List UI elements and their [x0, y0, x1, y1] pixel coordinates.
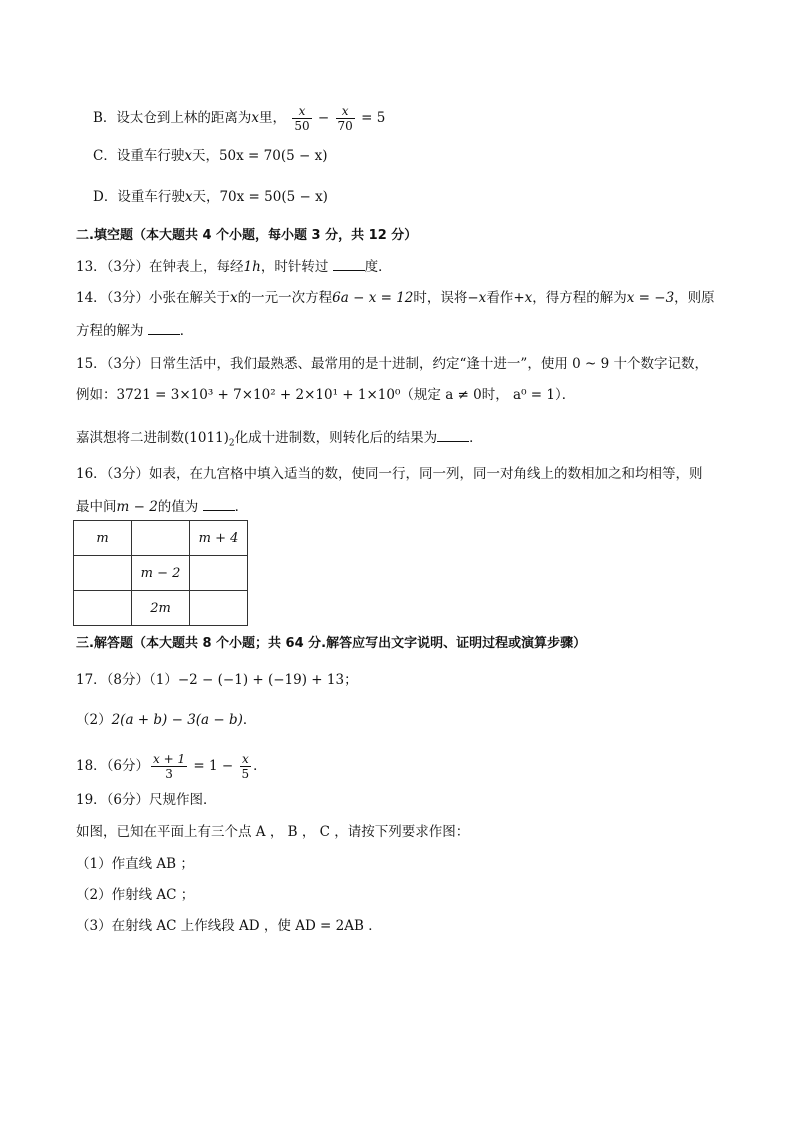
question-15-line-2: 例如：3721 = 3×10³ + 7×10² + 2×10¹ + 1×10⁰（规定 a ≠ 0时， a⁰ = 1）．	[76, 387, 576, 403]
option-c: C．设重车行驶x天，50x = 70(5 − x)	[93, 148, 328, 164]
grid-cell	[190, 591, 248, 626]
grid-cell: 2m	[132, 591, 190, 626]
section-3-title: 三.解答题（本大题共 8 个小题；共 64 分.解答应写出文字说明、证明过程或演算步骤）	[76, 636, 587, 651]
question-19-step-2: （2）作射线 AC ；	[76, 887, 195, 903]
question-18: 18．（6分） $\frac{x + 1}{3}$ = 1 − $\frac{x}{5}$ ．	[76, 752, 267, 781]
question-14: 14．（3分）小张在解关于x的一元一次方程6a − x = 12时，误将−x看作+x，得方程的解为x = −3，则原	[76, 290, 715, 306]
grid-cell	[190, 556, 248, 591]
option-d: D．设重车行驶x天，70x = 50(5 − x)	[93, 189, 328, 205]
fraction: $\frac{x}{50}$	[294, 104, 310, 133]
section-2-title: 二.填空题（本大题共 4 个小题，每小题 3 分，共 12 分）	[76, 228, 418, 243]
question-15-line-3: 嘉淇想将二进制数$(1011)_2$化成十进制数，则转化后的结果为 ．	[76, 427, 483, 454]
answer-blank[interactable]	[437, 427, 469, 442]
question-19-title: 19．（6分）尺规作图．	[76, 792, 217, 808]
question-17-part-1: 17．（8分）（1）−2 − (−1) + (−19) + 13；	[76, 672, 358, 688]
grid-cell: m	[74, 521, 132, 556]
question-19-step-3: （3）在射线 AC 上作线段 AD ，使 AD = 2AB ．	[76, 918, 382, 934]
question-19-intro: 如图，已知在平面上有三个点 A ， B ， C ，请按下列要求作图：	[76, 824, 470, 840]
question-19-step-1: （1）作直线 AB ；	[76, 856, 194, 872]
grid-cell	[74, 556, 132, 591]
fraction: $\frac{x + 1}{3}$	[153, 752, 186, 781]
answer-blank[interactable]	[148, 320, 180, 335]
magic-square-grid	[73, 520, 248, 626]
question-16-line-2: 最中间m − 2的值为 ．	[76, 496, 248, 517]
question-15: 15．（3分）日常生活中，我们最熟悉、最常用的是十进制，约定“逢十进一”，使用 0 ~ 9 十个数字记数，	[76, 356, 708, 372]
answer-blank[interactable]	[203, 496, 235, 511]
grid-row	[74, 591, 248, 626]
question-17-part-2: （2）2(a + b) − 3(a − b)．	[76, 712, 257, 728]
grid-cell	[132, 521, 190, 556]
fraction: $\frac{x}{70}$	[337, 104, 353, 133]
grid-row	[74, 556, 248, 591]
question-13: 13．（3分）在钟表上，每经1h，时针转过 度．	[76, 256, 392, 277]
grid-cell: m − 2	[132, 556, 190, 591]
answer-blank[interactable]	[333, 256, 365, 271]
question-14-line-2: 方程的解为 ．	[76, 320, 193, 341]
option-b: B．设太仓到上林的距离为x里， $\frac{x}{50}$ − $\frac{x}{70}$ = 5	[93, 104, 386, 133]
fraction: $\frac{x}{5}$	[241, 752, 250, 781]
grid-cell: m + 4	[190, 521, 248, 556]
grid-row	[74, 521, 248, 556]
question-16: 16．（3分）如表，在九宫格中填入适当的数，使同一行，同一列，同一对角线上的数相加之和均相等，则	[76, 466, 703, 482]
grid-cell	[74, 591, 132, 626]
